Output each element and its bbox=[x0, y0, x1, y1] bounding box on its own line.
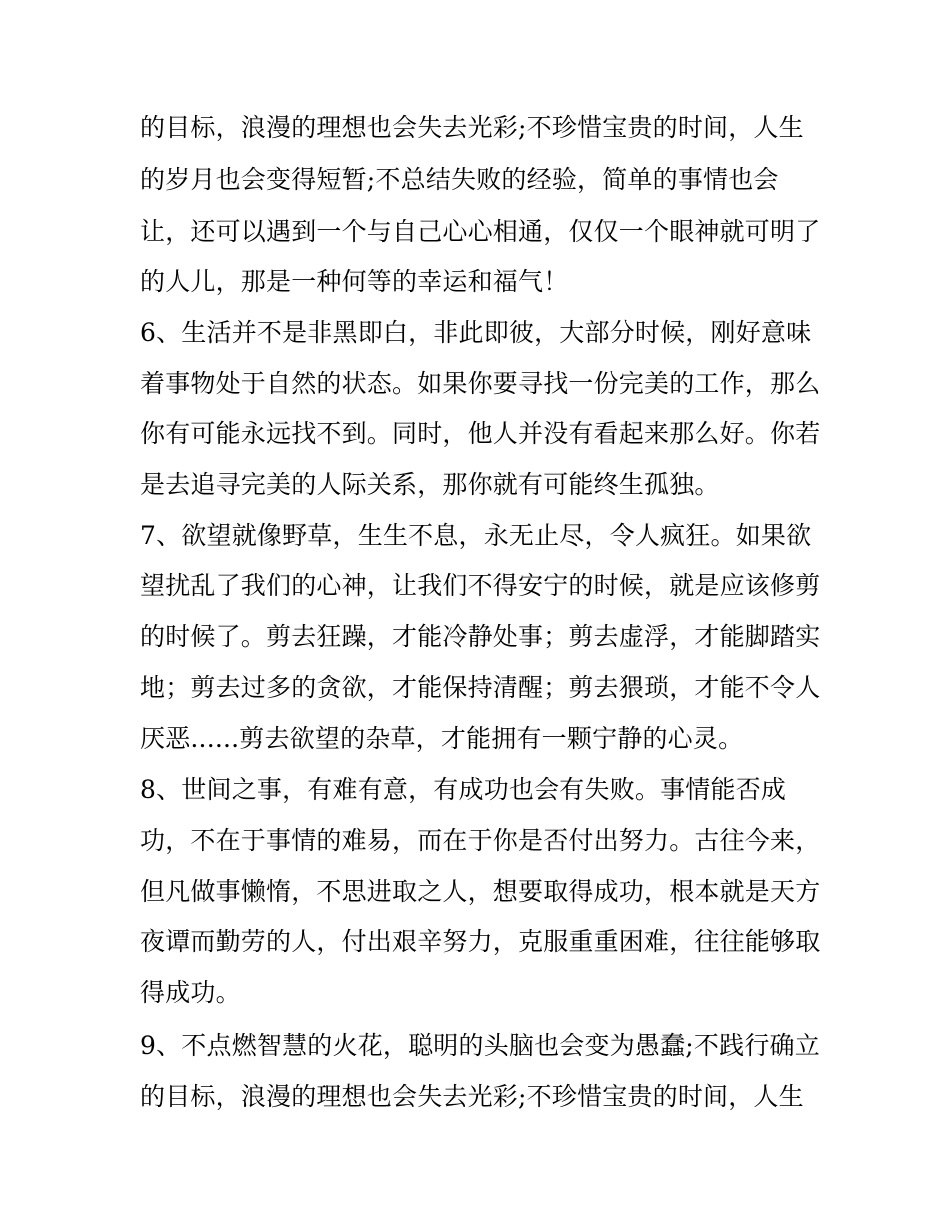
text-line: 9、不点燃智慧的火花，聪明的头脑也会变为愚蠢;不践行确立 bbox=[140, 1031, 820, 1060]
text-line: 的人儿，那是一种何等的幸运和福气！ bbox=[140, 267, 569, 296]
text-line: 着事物处于自然的状态。如果你要寻找一份完美的工作，那么 bbox=[140, 369, 821, 398]
text-line: 望扰乱了我们的心神，让我们不得安宁的时候，就是应该修剪 bbox=[140, 571, 821, 600]
text-line: 是去追寻完美的人际关系，那你就有可能终生孤独。 bbox=[140, 470, 720, 499]
text-line: 但凡做事懒惰，不思进取之人，想要取得成功，根本就是天方 bbox=[140, 877, 821, 906]
text-line: 的岁月也会变得短暂;不总结失败的经验，简单的事情也会 bbox=[140, 165, 779, 194]
text-line: 夜谭而勤劳的人，付出艰辛努力，克服重重困难，往往能够取 bbox=[140, 927, 821, 956]
text-line: 厌恶......剪去欲望的杂草，才能拥有一颗宁静的心灵。 bbox=[140, 724, 744, 753]
text-line: 你有可能永远找不到。同时，他人并没有看起来那么好。你若 bbox=[140, 419, 821, 448]
text-line: 6、生活并不是非黑即白，非此即彼，大部分时候，刚好意味 bbox=[140, 318, 812, 347]
text-line: 功，不在于事情的难易，而在于你是否付出努力。古往今来， bbox=[140, 826, 821, 855]
text-line: 让，还可以遇到一个与自己心心相通，仅仅一个眼神就可明了 bbox=[140, 217, 821, 246]
text-line: 地；剪去过多的贪欲，才能保持清醒；剪去猥琐，才能不令人 bbox=[140, 673, 821, 702]
text-line: 得成功。 bbox=[140, 978, 241, 1007]
text-line: 7、欲望就像野草，生生不息，永无止尽，令人疯狂。如果欲 bbox=[140, 521, 812, 550]
text-line: 的目标，浪漫的理想也会失去光彩;不珍惜宝贵的时间，人生 bbox=[140, 1082, 804, 1111]
text-line: 8、世间之事，有难有意，有成功也会有失败。事情能否成 bbox=[140, 775, 787, 804]
text-line: 的时候了。剪去狂躁，才能冷静处事；剪去虚浮，才能脚踏实 bbox=[140, 622, 821, 651]
text-line: 的目标，浪漫的理想也会失去光彩;不珍惜宝贵的时间，人生 bbox=[140, 113, 804, 142]
